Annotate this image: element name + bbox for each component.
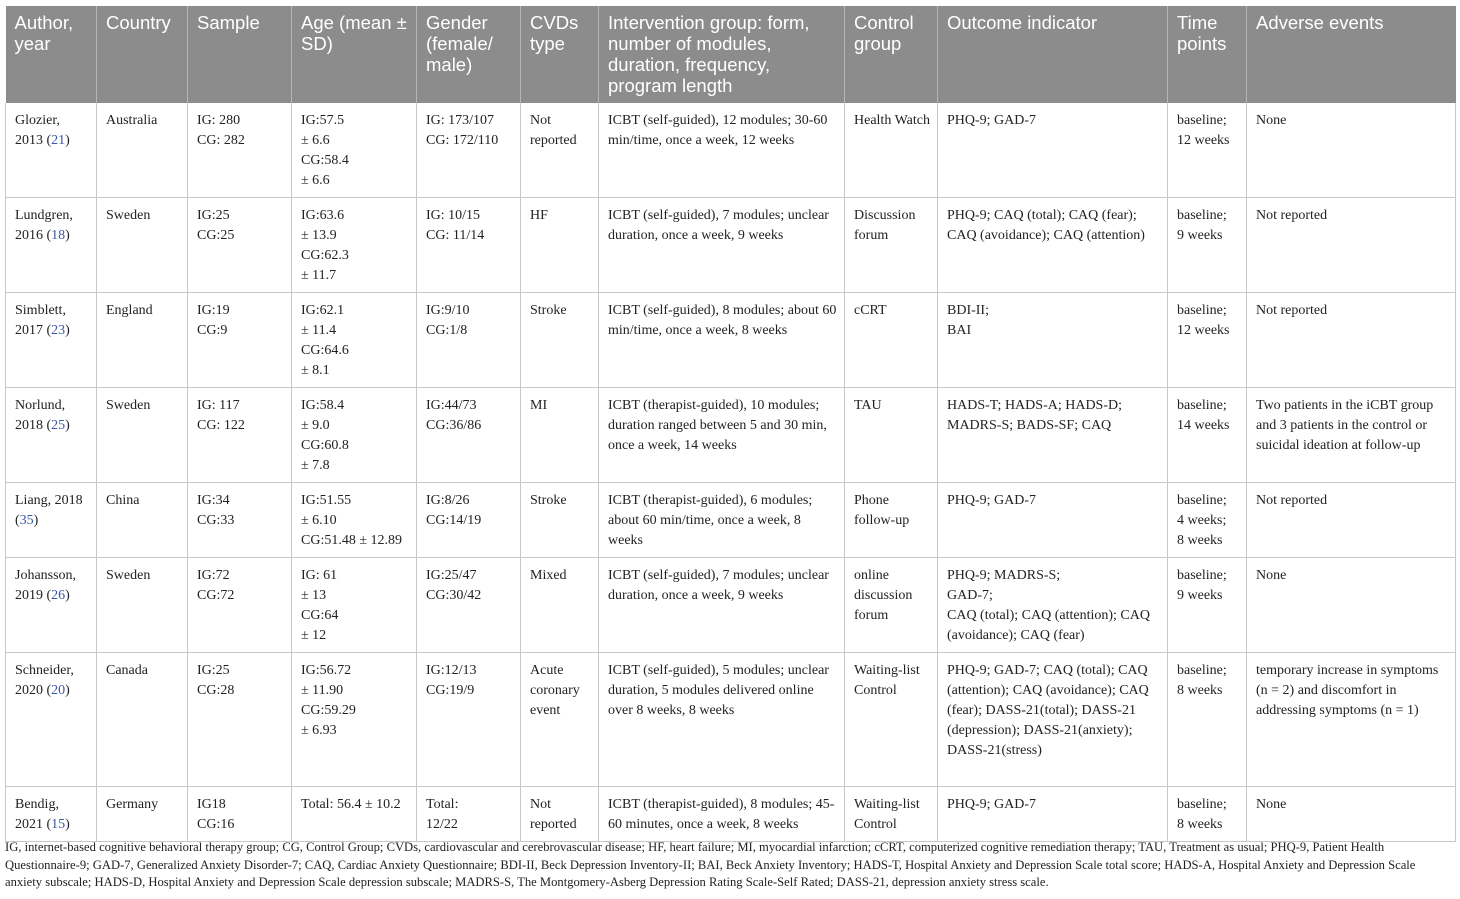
cell-adverse-events	[1247, 483, 1456, 558]
cell-gender	[417, 558, 521, 653]
country-text: Sweden	[106, 208, 151, 223]
gender-line: CG: 11/14	[426, 228, 485, 243]
header-age: Age (mean ± SD)	[292, 6, 417, 103]
control-group-text: cCRT	[854, 303, 887, 318]
adverse-events-text: None	[1256, 797, 1287, 812]
intervention-text: ICBT (self-guided), 7 modules; unclear duration, once a week, 9 weeks	[608, 568, 829, 603]
author-text-end: )	[65, 228, 70, 243]
time-point-line: 9 weeks	[1177, 588, 1223, 603]
table-row	[6, 558, 1456, 653]
sample-line: CG: 122	[197, 418, 245, 433]
table-row	[6, 293, 1456, 388]
sample-line: IG18	[197, 797, 226, 812]
author-text-end: )	[65, 817, 70, 832]
time-point-line: 14 weeks	[1177, 418, 1230, 433]
cell-time-points	[1168, 103, 1247, 198]
cell-sample	[188, 787, 292, 842]
sample-line: IG: 117	[197, 398, 240, 413]
control-group-text: Phone follow-up	[854, 493, 910, 528]
time-point-line: 12 weeks	[1177, 323, 1230, 338]
cvd-type-text: Not reported	[530, 113, 577, 148]
cell-time-points	[1168, 483, 1247, 558]
control-group-text: Health Watch	[854, 113, 930, 128]
gender-line: 12/22	[426, 817, 458, 832]
outcome-line: GAD-7;	[947, 588, 993, 603]
author-text-end: )	[33, 513, 39, 528]
gender-line: IG:9/10	[426, 303, 470, 318]
cell-control-group	[845, 558, 938, 653]
cell-author-year	[6, 483, 97, 558]
adverse-events-text: None	[1256, 113, 1287, 128]
table-row	[6, 653, 1456, 787]
gender-line: CG:1/8	[426, 323, 468, 338]
cell-control-group	[845, 653, 938, 787]
age-line: ± 6.6	[301, 133, 330, 148]
sample-line: CG:25	[197, 228, 235, 243]
time-point-line: baseline;	[1177, 398, 1227, 413]
header-time-points: Time points	[1168, 6, 1247, 103]
cell-sample	[188, 483, 292, 558]
cell-age	[292, 198, 417, 293]
cell-country	[97, 558, 188, 653]
cell-intervention	[599, 103, 845, 198]
reference-link: 26	[51, 588, 66, 603]
author-text: Bendig, 2021 (	[15, 797, 59, 832]
cell-outcome-indicator	[938, 198, 1168, 293]
author-text: Lundgren, 2016 (	[15, 208, 73, 243]
age-line: CG:60.8	[301, 438, 349, 453]
country-text: China	[106, 493, 140, 508]
control-group-text: online discussion forum	[854, 568, 913, 623]
sample-line: CG: 282	[197, 133, 245, 148]
cell-intervention	[599, 483, 845, 558]
gender-line: IG:25/47	[426, 568, 477, 583]
age-line: IG: 61	[301, 568, 338, 583]
cell-adverse-events	[1247, 198, 1456, 293]
country-text: Germany	[106, 797, 159, 812]
cell-country	[97, 787, 188, 842]
cvd-type-text: Mixed	[530, 568, 567, 583]
sample-line: IG:34	[197, 493, 230, 508]
cell-control-group	[845, 483, 938, 558]
outcome-line: PHQ-9; GAD-7	[947, 493, 1037, 508]
time-point-line: baseline;	[1177, 797, 1227, 812]
country-text: Canada	[106, 663, 148, 678]
reference-link: 23	[51, 323, 66, 338]
age-line: ± 11.90	[301, 683, 344, 698]
time-point-line: baseline;	[1177, 113, 1227, 128]
author-text: Norlund, 2018 (	[15, 398, 66, 433]
header-outcome-indicator: Outcome indicator	[938, 6, 1168, 103]
cell-author-year	[6, 388, 97, 483]
sample-line: IG:19	[197, 303, 230, 318]
cell-outcome-indicator	[938, 483, 1168, 558]
outcome-line: CAQ (total); CAQ (attention); CAQ (avoidance); CAQ (fear)	[947, 608, 1150, 643]
header-country: Country	[97, 6, 188, 103]
cvd-type-text: Not reported	[530, 797, 577, 832]
country-text: England	[106, 303, 153, 318]
age-line: ± 11.7	[301, 268, 337, 283]
sample-line: CG:28	[197, 683, 235, 698]
cvd-type-text: MI	[530, 398, 548, 413]
cell-gender	[417, 388, 521, 483]
cell-age	[292, 388, 417, 483]
country-text: Sweden	[106, 398, 151, 413]
adverse-events-text: Not reported	[1256, 303, 1328, 318]
cell-country	[97, 388, 188, 483]
cvd-type-text: Stroke	[530, 303, 567, 318]
cell-time-points	[1168, 388, 1247, 483]
header-author-year: Author, year	[6, 6, 97, 103]
cell-time-points	[1168, 787, 1247, 842]
reference-link: 20	[51, 683, 66, 698]
reference-link: 18	[51, 228, 66, 243]
gender-line: IG: 173/107	[426, 113, 495, 128]
header-control-group: Control group	[845, 6, 938, 103]
time-point-line: baseline;	[1177, 663, 1227, 678]
adverse-events-text: temporary increase in symptoms (n = 2) and discomfort in addressing symptoms (n = 1)	[1256, 663, 1439, 718]
cell-control-group	[845, 787, 938, 842]
gender-line: IG:12/13	[426, 663, 477, 678]
cvd-type-text: HF	[530, 208, 548, 223]
age-line: ± 13	[301, 588, 327, 603]
gender-line: Total:	[426, 797, 459, 812]
age-line: ± 12	[301, 628, 327, 643]
cell-intervention	[599, 293, 845, 388]
cell-adverse-events	[1247, 293, 1456, 388]
cell-outcome-indicator	[938, 787, 1168, 842]
cell-cvd-type	[521, 653, 599, 787]
gender-line: IG:44/73	[426, 398, 477, 413]
cell-sample	[188, 388, 292, 483]
cell-age	[292, 653, 417, 787]
cell-country	[97, 293, 188, 388]
time-point-line: baseline;	[1177, 568, 1227, 583]
cell-gender	[417, 483, 521, 558]
table-row	[6, 198, 1456, 293]
adverse-events-text: Two patients in the iCBT group and 3 patients in the control or suicidal ideation at follow-up	[1256, 398, 1434, 453]
cell-adverse-events	[1247, 388, 1456, 483]
cell-sample	[188, 558, 292, 653]
cell-country	[97, 483, 188, 558]
header-cvd-type: CVDs type	[521, 6, 599, 103]
author-text-end: )	[65, 133, 70, 148]
author-text-end: )	[65, 418, 70, 433]
age-line: ± 6.10	[301, 513, 337, 528]
cell-sample	[188, 103, 292, 198]
author-text: Simblett, 2017 (	[15, 303, 66, 338]
sample-line: CG:9	[197, 323, 228, 338]
author-text: Liang, 2018 (	[15, 493, 83, 528]
sample-line: CG:33	[197, 513, 235, 528]
sample-line: IG:25	[197, 663, 230, 678]
age-line: ± 13.9	[301, 228, 337, 243]
age-line: CG:58.4	[301, 153, 349, 168]
cvd-type-text: Stroke	[530, 493, 567, 508]
cell-control-group	[845, 293, 938, 388]
age-line: CG:59.29	[301, 703, 356, 718]
country-text: Sweden	[106, 568, 151, 583]
adverse-events-text: Not reported	[1256, 493, 1328, 508]
outcome-line: BDI-II;	[947, 303, 989, 318]
gender-line: CG:36/86	[426, 418, 482, 433]
table-body	[6, 103, 1456, 842]
cell-age	[292, 483, 417, 558]
cell-gender	[417, 653, 521, 787]
age-line: IG:62.1	[301, 303, 345, 318]
outcome-line: HADS-T; HADS-A; HADS-D; MADRS-S; BADS-SF; CAQ	[947, 398, 1123, 433]
sample-line: IG:72	[197, 568, 230, 583]
cell-cvd-type	[521, 483, 599, 558]
cell-gender	[417, 103, 521, 198]
cell-intervention	[599, 787, 845, 842]
cell-sample	[188, 653, 292, 787]
header-sample: Sample	[188, 6, 292, 103]
age-line: ± 7.8	[301, 458, 330, 473]
study-characteristics-table	[5, 6, 1456, 842]
table-row	[6, 483, 1456, 558]
control-group-text: Waiting-list Control	[854, 797, 920, 832]
age-line: ± 11.4	[301, 323, 337, 338]
cell-author-year	[6, 653, 97, 787]
cell-control-group	[845, 388, 938, 483]
time-point-line: 8 weeks	[1177, 683, 1223, 698]
outcome-line: BAI	[947, 323, 972, 338]
time-point-line: baseline;	[1177, 208, 1227, 223]
cell-cvd-type	[521, 388, 599, 483]
cell-cvd-type	[521, 787, 599, 842]
sample-line: IG:25	[197, 208, 230, 223]
cell-intervention	[599, 388, 845, 483]
table-footnote: IG, internet-based cognitive behavioral therapy group; CG, Control Group; CVDs, cardiovascular and cerebrovascular disease; HF, heart failure; MI, myocardial infarction; cCRT, computerized cognitive remediation therapy; TAU, Treatment as usual; PHQ-9, Patient Health Questionnaire-9; GAD-7, Generalized Anxiety Disorder-7; CAQ, Cardiac Anxiety Questionnaire; BDI-II, Beck Depression Inventory-II; BAI, Beck Anxiety Inventory; HADS-T, Hospital Anxiety and Depression Scale total score; HADS-A, Hospital Anxiety and Depression Scale anxiety subscale; HADS-D, Hospital Anxiety and Depression Scale depression subscale; MADRS-S, The Montgomery-Asberg Depression Rating Scale-Self Rated; DASS-21, depression anxiety stress scale.	[5, 840, 1416, 889]
cell-time-points	[1168, 293, 1247, 388]
control-group-text: TAU	[854, 398, 882, 413]
outcome-line: PHQ-9; GAD-7; CAQ (total); CAQ (attention); CAQ (avoidance); CAQ (fear); DASS-21(total); DASS-21	[947, 663, 1149, 718]
country-text: Australia	[106, 113, 158, 128]
age-line: ± 8.1	[301, 363, 330, 378]
cell-control-group	[845, 198, 938, 293]
intervention-text: ICBT (self-guided), 5 modules; unclear duration, 5 modules delivered online over 8 weeks, 8 weeks	[608, 663, 829, 718]
cell-age	[292, 293, 417, 388]
table-row	[6, 388, 1456, 483]
cell-age	[292, 103, 417, 198]
table-container	[5, 6, 1455, 842]
cell-adverse-events	[1247, 653, 1456, 787]
intervention-text: ICBT (therapist-guided), 6 modules; about 60 min/time, once a week, 8 weeks	[608, 493, 813, 548]
cell-sample	[188, 293, 292, 388]
cell-outcome-indicator	[938, 653, 1168, 787]
cell-outcome-indicator	[938, 388, 1168, 483]
author-text: Johansson, 2019 (	[15, 568, 77, 603]
header-row	[6, 6, 1456, 103]
age-line: CG:64.6	[301, 343, 349, 358]
table-row	[6, 103, 1456, 198]
outcome-line: PHQ-9; GAD-7	[947, 797, 1037, 812]
cell-adverse-events	[1247, 103, 1456, 198]
cell-age	[292, 558, 417, 653]
intervention-text: ICBT (therapist-guided), 10 modules; duration ranged between 5 and 30 min, once a week, 14 weeks	[608, 398, 827, 453]
outcome-line: (depression); DASS-21(anxiety); DASS-21(stress)	[947, 723, 1133, 758]
age-line: IG:51.55	[301, 493, 352, 508]
time-point-line: 9 weeks	[1177, 228, 1223, 243]
header-adverse-events: Adverse events	[1247, 6, 1456, 103]
age-line: IG:58.4	[301, 398, 345, 413]
author-text-end: )	[65, 323, 70, 338]
cell-gender	[417, 787, 521, 842]
cvd-type-text: Acute coronary event	[530, 663, 580, 718]
intervention-text: ICBT (self-guided), 12 modules; 30-60 min/time, once a week, 12 weeks	[608, 113, 828, 148]
author-text-end: )	[65, 683, 70, 698]
header-gender: Gender (female/ male)	[417, 6, 521, 103]
age-line: IG:57.5	[301, 113, 345, 128]
control-group-text: Discussion forum	[854, 208, 916, 243]
reference-link: 35	[19, 513, 34, 528]
time-point-line: baseline;	[1177, 493, 1227, 508]
age-line: ± 6.93	[301, 723, 337, 738]
header-intervention-group: Intervention group: form, number of modules, duration, frequency, program length	[599, 6, 845, 103]
age-line: CG:62.3	[301, 248, 349, 263]
outcome-line: PHQ-9; MADRS-S;	[947, 568, 1061, 583]
gender-line: CG:14/19	[426, 513, 482, 528]
cell-intervention	[599, 198, 845, 293]
time-point-line: 8 weeks	[1177, 817, 1223, 832]
cell-country	[97, 103, 188, 198]
gender-line: CG:19/9	[426, 683, 475, 698]
cell-cvd-type	[521, 293, 599, 388]
cell-country	[97, 653, 188, 787]
outcome-line: PHQ-9; GAD-7	[947, 113, 1037, 128]
age-line: IG:56.72	[301, 663, 352, 678]
cell-cvd-type	[521, 103, 599, 198]
cell-gender	[417, 293, 521, 388]
cell-control-group	[845, 103, 938, 198]
gender-line: CG: 172/110	[426, 133, 499, 148]
cell-author-year	[6, 293, 97, 388]
intervention-text: ICBT (self-guided), 7 modules; unclear duration, once a week, 9 weeks	[608, 208, 829, 243]
age-line: CG:64	[301, 608, 339, 623]
adverse-events-text: None	[1256, 568, 1287, 583]
author-text-end: )	[65, 588, 70, 603]
sample-line: IG: 280	[197, 113, 241, 128]
age-line: CG:51.48 ± 12.89	[301, 533, 403, 548]
time-point-line: 8 weeks	[1177, 533, 1223, 548]
time-point-line: baseline;	[1177, 303, 1227, 318]
cell-author-year	[6, 558, 97, 653]
cell-author-year	[6, 787, 97, 842]
sample-line: CG:16	[197, 817, 235, 832]
outcome-line: PHQ-9; CAQ (total); CAQ (fear); CAQ (avoidance); CAQ (attention)	[947, 208, 1145, 243]
reference-link: 21	[51, 133, 66, 148]
reference-link: 25	[51, 418, 66, 433]
cell-outcome-indicator	[938, 103, 1168, 198]
cell-adverse-events	[1247, 558, 1456, 653]
author-text: Glozier, 2013 (	[15, 113, 60, 148]
time-point-line: 4 weeks;	[1177, 513, 1227, 528]
intervention-text: ICBT (therapist-guided), 8 modules; 45-60 minutes, once a week, 8 weeks	[608, 797, 835, 832]
adverse-events-text: Not reported	[1256, 208, 1328, 223]
age-line: ± 6.6	[301, 173, 330, 188]
sample-line: CG:72	[197, 588, 235, 603]
cell-age	[292, 787, 417, 842]
cell-time-points	[1168, 198, 1247, 293]
gender-line: CG:30/42	[426, 588, 482, 603]
table-row	[6, 787, 1456, 842]
cell-intervention	[599, 653, 845, 787]
cell-cvd-type	[521, 558, 599, 653]
gender-line: IG:8/26	[426, 493, 470, 508]
time-point-line: 12 weeks	[1177, 133, 1230, 148]
age-line: IG:63.6	[301, 208, 345, 223]
reference-link: 15	[51, 817, 66, 832]
author-text: Schneider, 2020 (	[15, 663, 74, 698]
cell-cvd-type	[521, 198, 599, 293]
cell-outcome-indicator	[938, 558, 1168, 653]
cell-gender	[417, 198, 521, 293]
cell-sample	[188, 198, 292, 293]
cell-author-year	[6, 103, 97, 198]
cell-author-year	[6, 198, 97, 293]
cell-time-points	[1168, 558, 1247, 653]
intervention-text: ICBT (self-guided), 8 modules; about 60 min/time, once a week, 8 weeks	[608, 303, 837, 338]
control-group-text: Waiting-list Control	[854, 663, 920, 698]
cell-country	[97, 198, 188, 293]
cell-outcome-indicator	[938, 293, 1168, 388]
age-line: ± 9.0	[301, 418, 330, 433]
cell-adverse-events	[1247, 787, 1456, 842]
age-line: Total: 56.4 ± 10.2	[301, 797, 401, 812]
gender-line: IG: 10/15	[426, 208, 481, 223]
cell-time-points	[1168, 653, 1247, 787]
cell-intervention	[599, 558, 845, 653]
